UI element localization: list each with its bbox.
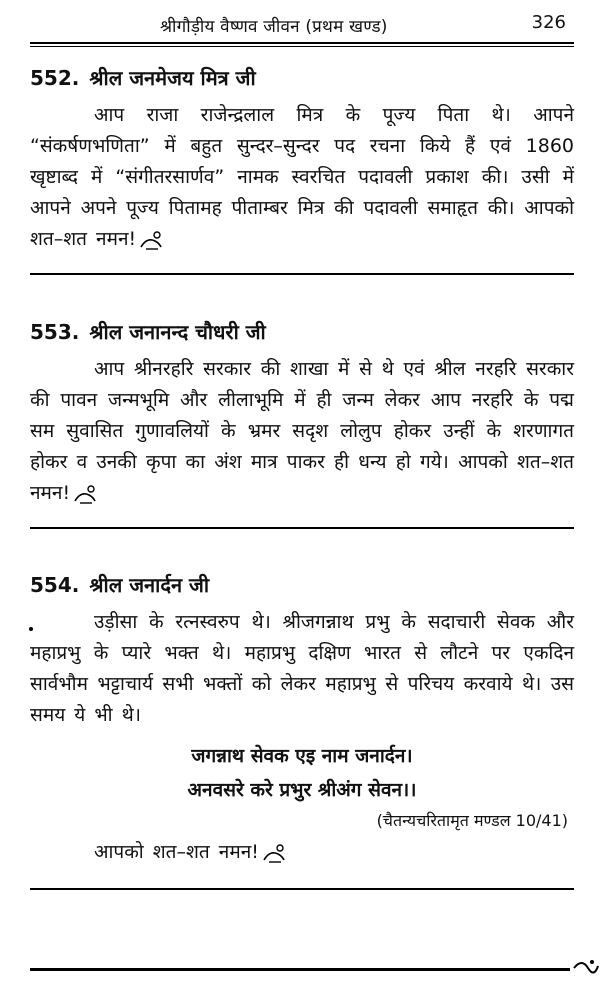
section-divider [30,888,574,890]
verse-line: जगन्नाथ सेवक एइ नाम जनार्दन। [191,745,413,767]
entry-title: श्रील जनमेजय मित्र जी [89,66,256,90]
entry-text: उड़ीसा के रत्नस्वरुप थे। श्रीजगन्नाथ प्रभु के सदाचारी सेवक और महाप्रभु के प्यारे भक्त थे। महाप्रभु दक्षिण भारत से लौटने पर एकदिन सार्वभौम भट्टाचार्य सभी भक्तों को लेकर महाप्रभु से परिचय करवाये थे। उस समय ये भी थे। [30,611,574,726]
page-number: 326 [531,12,566,33]
verse-line: अनवसरे करे प्रभुर श्रीअंग सेवन।। [187,779,417,801]
entry-body: आप श्रीनरहरि सरकार की शाखा में से थे एवं श्रील नरहरि सरकार की पावन जन्मभूमि और लीलाभूमि में ही जन्म लेकर आप नरहरि के पद्म सम सुवासित गुणावलियों के भ्रमर सदृश लोलुप होकर उन्हीं के शरणागत होकर व उनकी कृपा का अंश मात्र पाकर ही धन्य हो गये। आपको शत–शत नमन! [30,358,574,504]
footer-divider [30,968,570,971]
entry-number: 553. [30,320,80,344]
entry-text [30,354,574,509]
entry-553 [30,318,574,509]
running-title: श्रीगौड़ीय वैष्णव जीवन (प्रथम खण्ड) [160,17,388,37]
verse-citation: (चैतन्यचरितामृत मण्डल 10/41) [376,811,568,830]
entry-title: श्रील जनानन्द चौधरी जी [89,320,266,344]
header-divider [30,42,574,47]
page-header [0,0,600,44]
verse-block [30,739,574,807]
entry-heading [30,571,574,599]
entry-number: 554. [30,573,80,597]
entry-heading [30,318,574,346]
bowing-devotee-icon [261,842,287,864]
entry-number: 552. [30,66,80,90]
entry-heading [30,64,574,92]
entry-552 [30,64,574,255]
closing-line [30,837,574,868]
bowing-devotee-icon [138,229,164,251]
entry-text [30,100,574,255]
entry-body: आप राजा राजेन्द्रलाल मित्र के पूज्य पिता थे। आपने “संकर्षणभणिता” में बहुत सुन्दर–सुन्दर पद रचना किये हैं एवं 1860 खृष्टाब्द में “संगीतरसार्णव” नामक स्वरचित पदावली प्रकाश की। उसी में आपने अपने पूज्य पितामह पीताम्बर मित्र की पदावली समाहृत की। आपको शत–शत नमन! [30,104,574,250]
flourish-ornament-icon [572,956,600,978]
closing-text: आपको शत–शत नमन! [94,841,259,863]
bowing-devotee-icon [72,483,98,505]
section-divider [30,527,574,529]
section-divider [30,273,574,275]
entry-title: श्रील जनार्दन जी [89,573,210,597]
entry-554 [30,571,574,868]
